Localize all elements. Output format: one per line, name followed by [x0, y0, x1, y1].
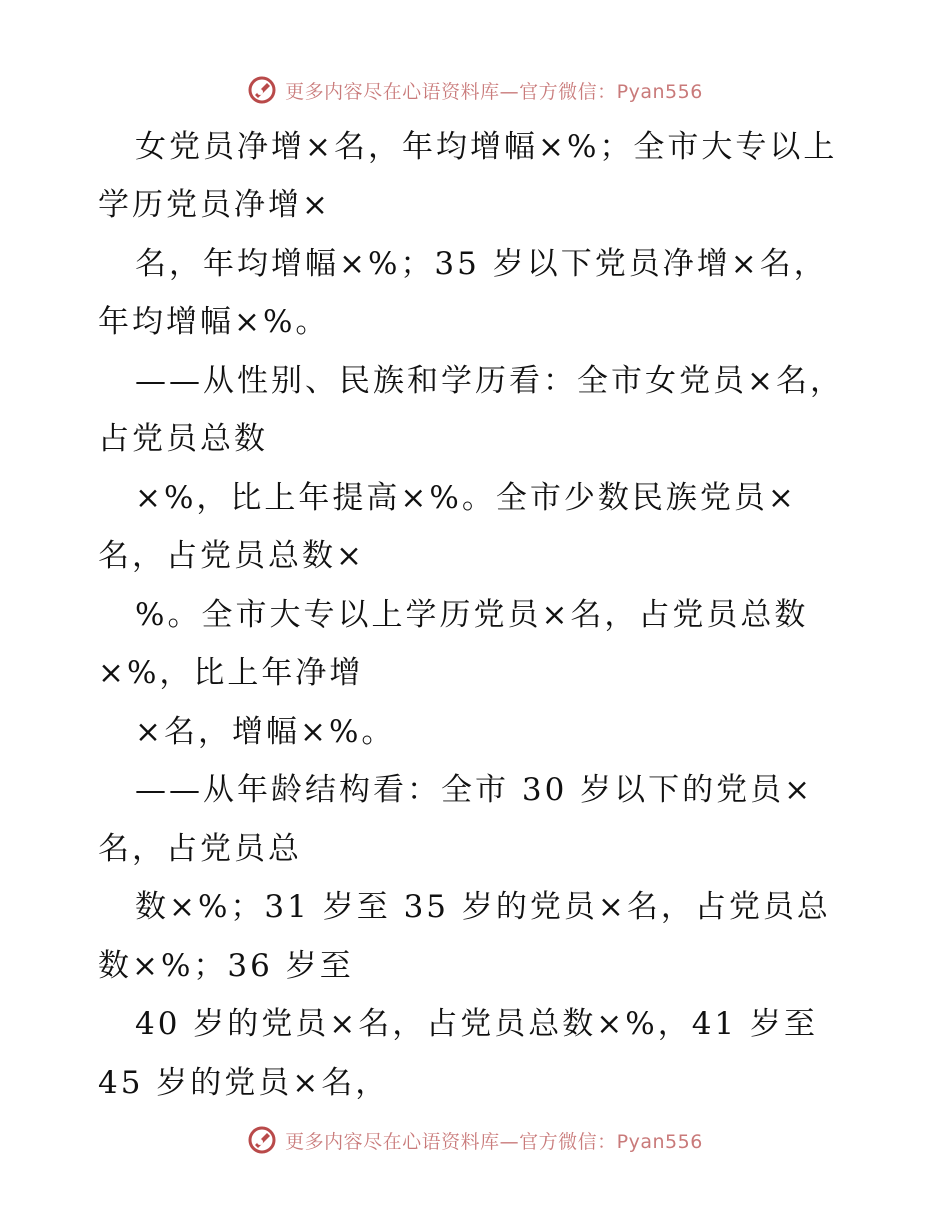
header-banner-text: 更多内容尽在心语资料库—官方微信：Pyan556	[285, 80, 703, 103]
text-line: 女党员净增×名，年均增幅×%；全市大专以上	[135, 129, 838, 165]
brand-logo-icon	[247, 75, 277, 105]
text-line: 学历党员净增×	[98, 187, 331, 223]
text-line: 数×%；36 岁至	[98, 948, 354, 984]
text-line: 名，占党员总	[98, 831, 302, 867]
text-line: 名，占党员总数×	[98, 538, 365, 574]
text-line: ——从性别、民族和学历看：全市女党员×名，	[135, 363, 844, 399]
text-line: ×%，比上年提高×%。全市少数民族党员×	[135, 480, 797, 516]
brand-logo-icon	[247, 1125, 277, 1155]
text-line: ×名，增幅×%。	[135, 714, 396, 750]
text-line: 40 岁的党员×名，占党员总数×%，41 岁至	[135, 1006, 819, 1042]
footer-banner	[0, 1120, 950, 1160]
text-line: 45 岁的党员×名，	[98, 1065, 390, 1101]
footer-banner-text: 更多内容尽在心语资料库—官方微信：Pyan556	[285, 1130, 703, 1153]
text-line: 年均增幅×%。	[98, 304, 330, 340]
text-line: ——从年龄结构看：全市 30 岁以下的党员×	[135, 772, 814, 808]
text-line: 数×%；31 岁至 35 岁的党员×名，占党员总	[135, 889, 831, 925]
header-banner	[0, 70, 950, 110]
text-line: 占党员总数	[98, 421, 268, 457]
text-line: ×%，比上年净增	[98, 655, 364, 691]
text-line: %。全市大专以上学历党员×名，占党员总数	[135, 597, 809, 633]
text-line: 名，年均增幅×%；35 岁以下党员净增×名，	[135, 246, 828, 282]
